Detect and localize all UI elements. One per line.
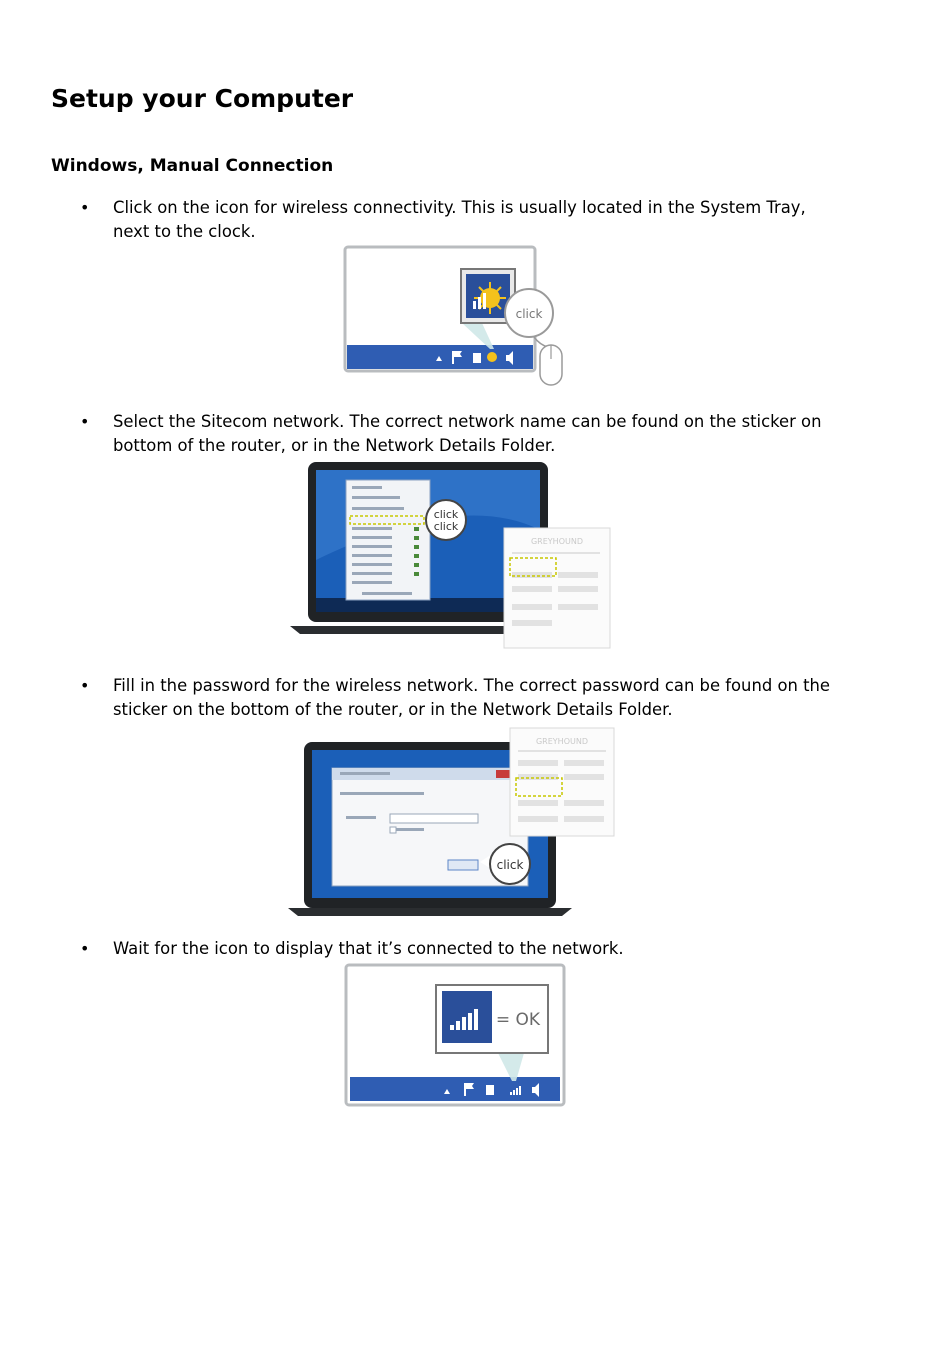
click-bubble-label: click bbox=[515, 307, 543, 321]
section-heading: Windows, Manual Connection bbox=[51, 156, 334, 176]
step-text: Wait for the icon to display that it’s connected to the network. bbox=[113, 939, 624, 958]
wifi-icon bbox=[442, 991, 492, 1043]
bullet: • bbox=[80, 198, 90, 217]
card-brand: GREYHOUND bbox=[530, 537, 584, 546]
step-text: Fill in the password for the wireless network. The correct password can be found on the sticker on the bottom of the router, or in the Network Details Folder. bbox=[113, 676, 830, 719]
select-network-illustration bbox=[286, 460, 628, 658]
connected-illustration bbox=[344, 963, 570, 1115]
click-bubble-label: click bbox=[496, 858, 524, 872]
step-text: Click on the icon for wireless connectivity. This is usually located in the System Tray, next to the clock. bbox=[113, 198, 806, 241]
tray-click-illustration bbox=[340, 245, 572, 397]
bullet: • bbox=[80, 676, 90, 695]
step-text: Select the Sitecom network. The correct network name can be found on the sticker on bottom of the router, or in the Network Details Folder. bbox=[113, 412, 822, 455]
page-title: Setup your Computer bbox=[51, 84, 354, 113]
enter-password-illustration bbox=[284, 726, 626, 924]
click-bubble-label: click bbox=[433, 508, 459, 521]
bullet: • bbox=[80, 412, 90, 431]
bullet: • bbox=[80, 939, 90, 958]
status-ok-label: = OK bbox=[495, 1010, 541, 1030]
card-brand: GREYHOUND bbox=[535, 737, 589, 746]
click-bubble-label: click bbox=[433, 520, 459, 533]
